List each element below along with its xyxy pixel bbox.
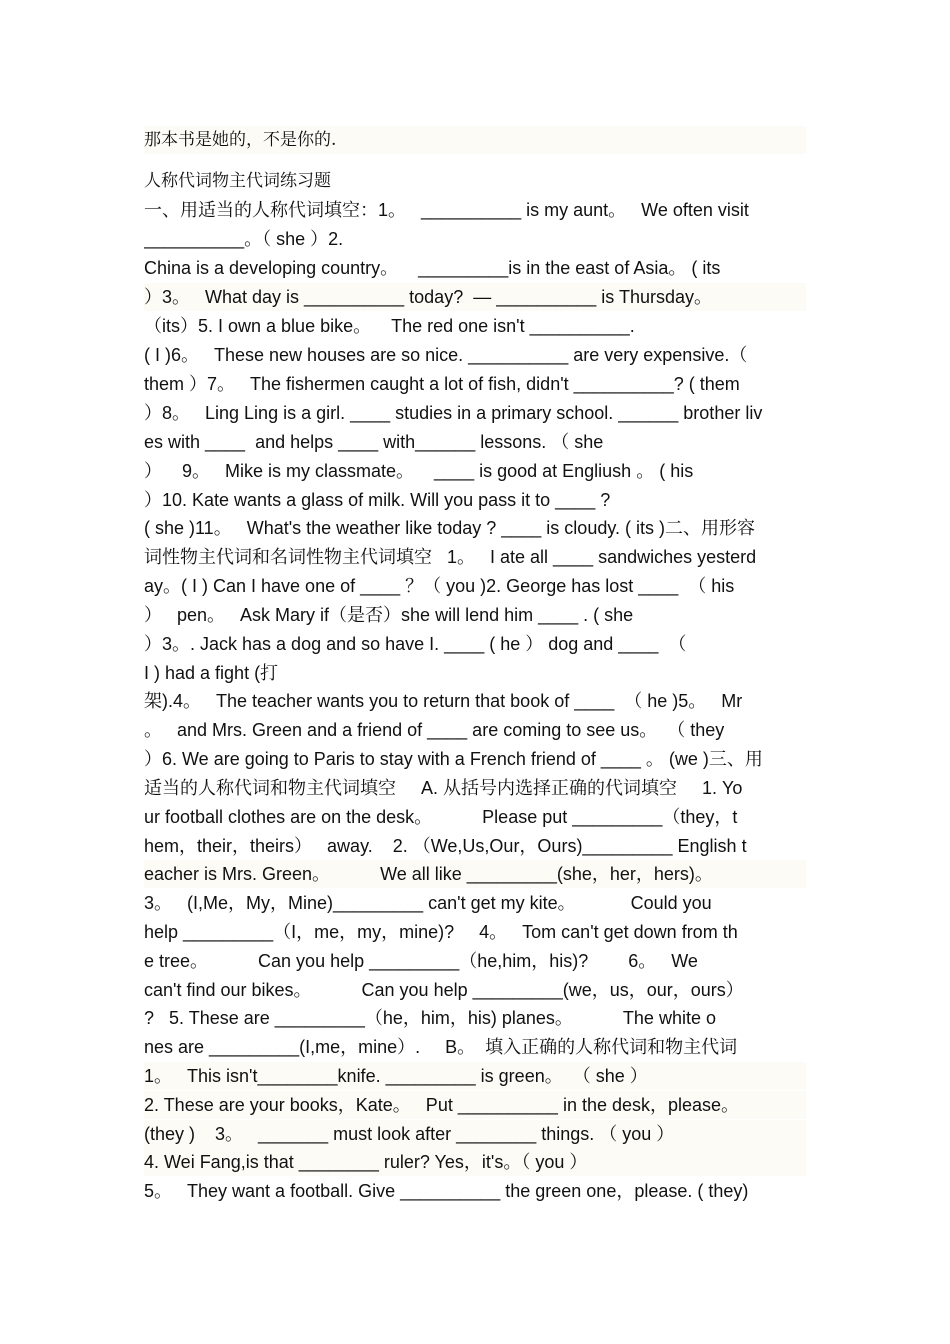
- text-line: ay。( I ) Can I have one of ____ ？（ you )2. George has lost ____ （ his: [144, 576, 735, 596]
- text-line: 3。 (I,Me，My，Mine)_________ can't get my kite。 Could you: [144, 893, 712, 913]
- text-line: ）6. We are going to Paris to stay with a French friend of ____ 。 (we )三、用: [144, 749, 763, 769]
- text-line: eacher is Mrs. Green。 We all like _________(she，her，hers)。: [144, 860, 806, 888]
- text-line: can't find our bikes。 Can you help _________(we，us，our，ours）: [144, 980, 744, 1000]
- text-line: __________。（ she ）2.: [144, 229, 344, 249]
- text-line: ? 5. These are _________（he，him，his) planes。 The white o: [144, 1008, 716, 1028]
- text-line: ( I )6。 These new houses are so nice. __________ are very expensive.（: [144, 345, 748, 365]
- text-line: ）10. Kate wants a glass of milk. Will you pass it to ____ ?: [144, 490, 611, 510]
- text-line: 1。 This isn't________knife. _________ is green。 （ she ）: [144, 1062, 806, 1090]
- text-line: 架).4。 The teacher wants you to return that book of ____ （ he )5。 Mr: [144, 691, 743, 711]
- text-line: e tree。 Can you help _________（he,him，his)? 6。 We: [144, 951, 698, 971]
- text-line: them ）7。 The fishermen caught a lot of fish, didn't __________? ( them: [144, 374, 740, 394]
- text-line: 。 and Mrs. Green and a friend of ____ are coming to see us。 （ they: [144, 720, 725, 740]
- text-line: China is a developing country。 _________is in the east of Asia。 ( its: [144, 258, 721, 278]
- text-line: ） 9。 Mike is my classmate。 ____ is good at Engliush 。 ( his: [144, 461, 694, 481]
- text-line: help _________（I，me，my，mine)? 4。 Tom can't get down from th: [144, 922, 738, 942]
- text-line: ur football clothes are on the desk。 Please put _________（they，t: [144, 807, 738, 827]
- text-line: es with ____ and helps ____ with______ lessons. （ she: [144, 432, 604, 452]
- text-line: 5。 They want a football. Give __________ the green one，please. ( they): [144, 1181, 749, 1201]
- exercise-title: 人称代词物主代词练习题: [144, 171, 331, 191]
- text-line: nes are _________(I,me，mine）. B。 填入正确的人称代词和物主代词: [144, 1037, 738, 1057]
- text-line: (they ) 3。 _______ must look after ________ things. （ you ）: [144, 1120, 806, 1148]
- text-line: ( she )11。 What's the weather like today ? ____ is cloudy. ( its )二、用形容: [144, 518, 755, 538]
- text-line: ）8。 Ling Ling is a girl. ____ studies in a primary school. ______ brother liv: [144, 403, 763, 423]
- text-line: I ) had a fight (打: [144, 663, 279, 683]
- text-line: 一、用适当的人称代词填空：1。 __________ is my aunt。 We often visit: [144, 200, 749, 220]
- text-line: 2. These are your books，Kate。 Put __________ in the desk，please。: [144, 1091, 806, 1119]
- text-line: ） pen。 Ask Mary if（是否）she will lend him ____ . ( she: [144, 605, 634, 625]
- text-line: hem，their，theirs） away. 2. （We,Us,Our，Ours)_________ English t: [144, 836, 747, 856]
- text-line: 词性物主代词和名词性物主代词填空 1。 I ate all ____ sandwiches yesterd: [144, 547, 757, 567]
- text-line: 4. Wei Fang,is that ________ ruler? Yes，it's。（ you ）: [144, 1148, 806, 1176]
- text-line: （its）5. I own a blue bike。 The red one isn't __________.: [144, 316, 635, 336]
- text-line: ）3。. Jack has a dog and so have I. ____ ( he ） dog and ____ （: [144, 634, 687, 654]
- intro-sentence: 那本书是她的，不是你的.: [144, 126, 806, 154]
- text-line: ）3。 What day is __________ today? — __________ is Thursday。: [144, 283, 806, 311]
- text-line: 适当的人称代词和物主代词填空 A. 从括号内选择正确的代词填空 1. Yo: [144, 778, 743, 798]
